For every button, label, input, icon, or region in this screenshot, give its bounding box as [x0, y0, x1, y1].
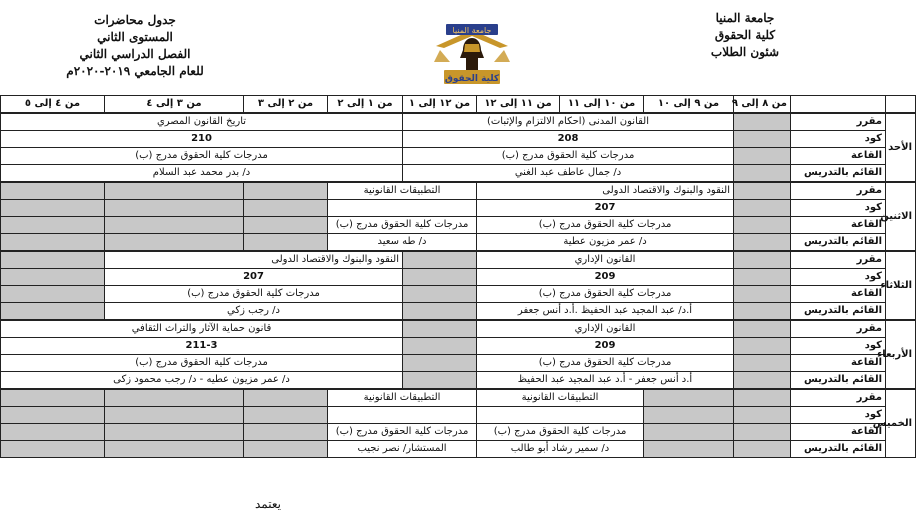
code-cell: 211-3: [1, 338, 403, 355]
table-row: [1, 182, 916, 200]
hall-cell: مدرجات كلية الحقوق مدرج (ب): [328, 424, 477, 441]
course-cell: التطبيقات القانونية: [328, 389, 477, 407]
university-name: جامعة المنيا: [715, 11, 775, 25]
hall-cell: مدرجات كلية الحقوق مدرج (ب): [1, 148, 403, 165]
lecturer-cell: د/ طه سعيد: [328, 234, 477, 252]
day-tuesday: الثلاثاء: [886, 251, 916, 320]
institution-header: [670, 10, 820, 61]
schedule-table: [0, 95, 916, 458]
field-label: القاعة: [791, 355, 886, 372]
field-label: القاعة: [791, 217, 886, 234]
time-slot: من ٨ إلى ٩: [734, 96, 791, 114]
code-cell: 209: [477, 269, 734, 286]
time-slot: من ١٢ إلى ١: [403, 96, 477, 114]
hall-cell: مدرجات كلية الحقوق مدرج (ب): [1, 355, 403, 372]
table-row: [1, 441, 916, 458]
course-cell: النقود والبنوك والاقتصاد الدولى: [105, 251, 403, 269]
lecturer-cell: أ.د أنس جعفر - أ.د عبد المجيد عبد الحفيظ: [477, 372, 734, 390]
field-label: كود: [791, 131, 886, 148]
table-row: [1, 303, 916, 321]
table-row: [1, 424, 916, 441]
lecturer-cell: د/ رجب زكي: [105, 303, 403, 321]
footer-approval-text: يعتمد: [255, 497, 281, 511]
code-cell: 207: [477, 200, 734, 217]
field-label: كود: [791, 338, 886, 355]
lecturer-cell: د/ بدر محمد عبد السلام: [1, 165, 403, 183]
table-row: [1, 131, 916, 148]
lecturer-cell: د/ عمر مزيون عطيه - د/ رجب محمود زكى: [1, 372, 403, 390]
course-cell: النقود والبنوك والاقتصاد الدولى: [477, 182, 734, 200]
faculty-name: كلية الحقوق: [714, 28, 776, 42]
table-row: [1, 113, 916, 131]
lecturer-cell: د/ عمر مزيون عطية: [477, 234, 734, 252]
code-cell: 210: [1, 131, 403, 148]
field-label: مقرر: [791, 320, 886, 338]
code-cell: 209: [477, 338, 734, 355]
hall-cell: مدرجات كلية الحقوق مدرج (ب): [477, 355, 734, 372]
lecturer-cell: المستشار/ نصر نجيب: [328, 441, 477, 458]
course-cell: تاريخ القانون المصري: [1, 113, 403, 131]
time-slot: من ٢ إلى ٣: [244, 96, 328, 114]
field-label: القائم بالتدريس: [791, 303, 886, 321]
logo-bottom-text: كلية الحقوق: [444, 74, 500, 84]
course-cell: القانون الإداري: [477, 320, 734, 338]
field-label: القاعة: [791, 424, 886, 441]
table-row: [1, 389, 916, 407]
course-cell: التطبيقات القانونية: [477, 389, 644, 407]
semester-label: الفصل الدراسي الثاني: [79, 47, 191, 61]
table-row: [1, 165, 916, 183]
table-row: [1, 407, 916, 424]
schedule-title: جدول محاضرات: [94, 13, 176, 27]
table-row: [1, 355, 916, 372]
time-slot: من ٤ إلى ٥: [1, 96, 105, 114]
table-row: [1, 372, 916, 390]
table-row: [1, 269, 916, 286]
lecturer-cell: د/ جمال عاطف عبد الغني: [403, 165, 734, 183]
hall-cell: مدرجات كلية الحقوق مدرج (ب): [403, 148, 734, 165]
affairs-name: شئون الطلاب: [710, 45, 780, 59]
academic-year: للعام الجامعي ٢٠١٩-٢٠٢٠م: [66, 64, 204, 78]
faculty-logo: [430, 6, 514, 90]
logo-top-text: جامعة المنيا: [452, 26, 492, 35]
table-row: [1, 234, 916, 252]
time-slot-row: [1, 96, 916, 114]
table-row: [1, 338, 916, 355]
field-label: مقرر: [791, 251, 886, 269]
hall-cell: مدرجات كلية الحقوق مدرج (ب): [105, 286, 403, 303]
field-label: القاعة: [791, 148, 886, 165]
field-label: كود: [791, 407, 886, 424]
lecturer-cell: د/ سمير رشاد أبو طالب: [477, 441, 644, 458]
schedule-header: [20, 12, 250, 80]
table-row: [1, 217, 916, 234]
field-label: القائم بالتدريس: [791, 372, 886, 390]
course-cell: قانون حماية الآثار والتراث الثقافي: [1, 320, 403, 338]
field-label: القائم بالتدريس: [791, 441, 886, 458]
code-cell: 207: [105, 269, 403, 286]
day-wednesday: الأربعاء: [886, 320, 916, 389]
hall-cell: مدرجات كلية الحقوق مدرج (ب): [477, 217, 734, 234]
course-cell: التطبيقات القانونية: [328, 182, 477, 200]
time-slot: من ٣ إلى ٤: [105, 96, 244, 114]
field-label: القاعة: [791, 286, 886, 303]
field-label: كود: [791, 269, 886, 286]
table-row: [1, 200, 916, 217]
table-row: [1, 251, 916, 269]
hall-cell: مدرجات كلية الحقوق مدرج (ب): [328, 217, 477, 234]
field-label: القائم بالتدريس: [791, 234, 886, 252]
level-label: المستوى الثاني: [97, 30, 173, 44]
day-sunday: الأحد: [886, 113, 916, 182]
field-label: مقرر: [791, 182, 886, 200]
hall-cell: مدرجات كلية الحقوق مدرج (ب): [477, 424, 644, 441]
table-row: [1, 148, 916, 165]
code-cell: 208: [403, 131, 734, 148]
course-cell: القانون المدنى (احكام الالتزام والإثبات): [403, 113, 734, 131]
time-slot: من ١ إلى ٢: [328, 96, 403, 114]
field-label: مقرر: [791, 113, 886, 131]
table-row: [1, 320, 916, 338]
course-cell: القانون الإداري: [477, 251, 734, 269]
lecturer-cell: أ.د/ عبد المجيد عبد الحفيظ .أ.د أنس جعفر: [477, 303, 734, 321]
time-slot: من ١٠ إلى ١١: [560, 96, 644, 114]
field-label: كود: [791, 200, 886, 217]
time-slot: من ٩ إلى ١٠: [644, 96, 734, 114]
day-thursday: الخميس: [886, 389, 916, 458]
table-row: [1, 286, 916, 303]
field-label: القائم بالتدريس: [791, 165, 886, 183]
field-label: مقرر: [791, 389, 886, 407]
hall-cell: مدرجات كلية الحقوق مدرج (ب): [477, 286, 734, 303]
time-slot: من ١١ إلى ١٢: [477, 96, 560, 114]
day-monday: الاثنين: [886, 182, 916, 251]
